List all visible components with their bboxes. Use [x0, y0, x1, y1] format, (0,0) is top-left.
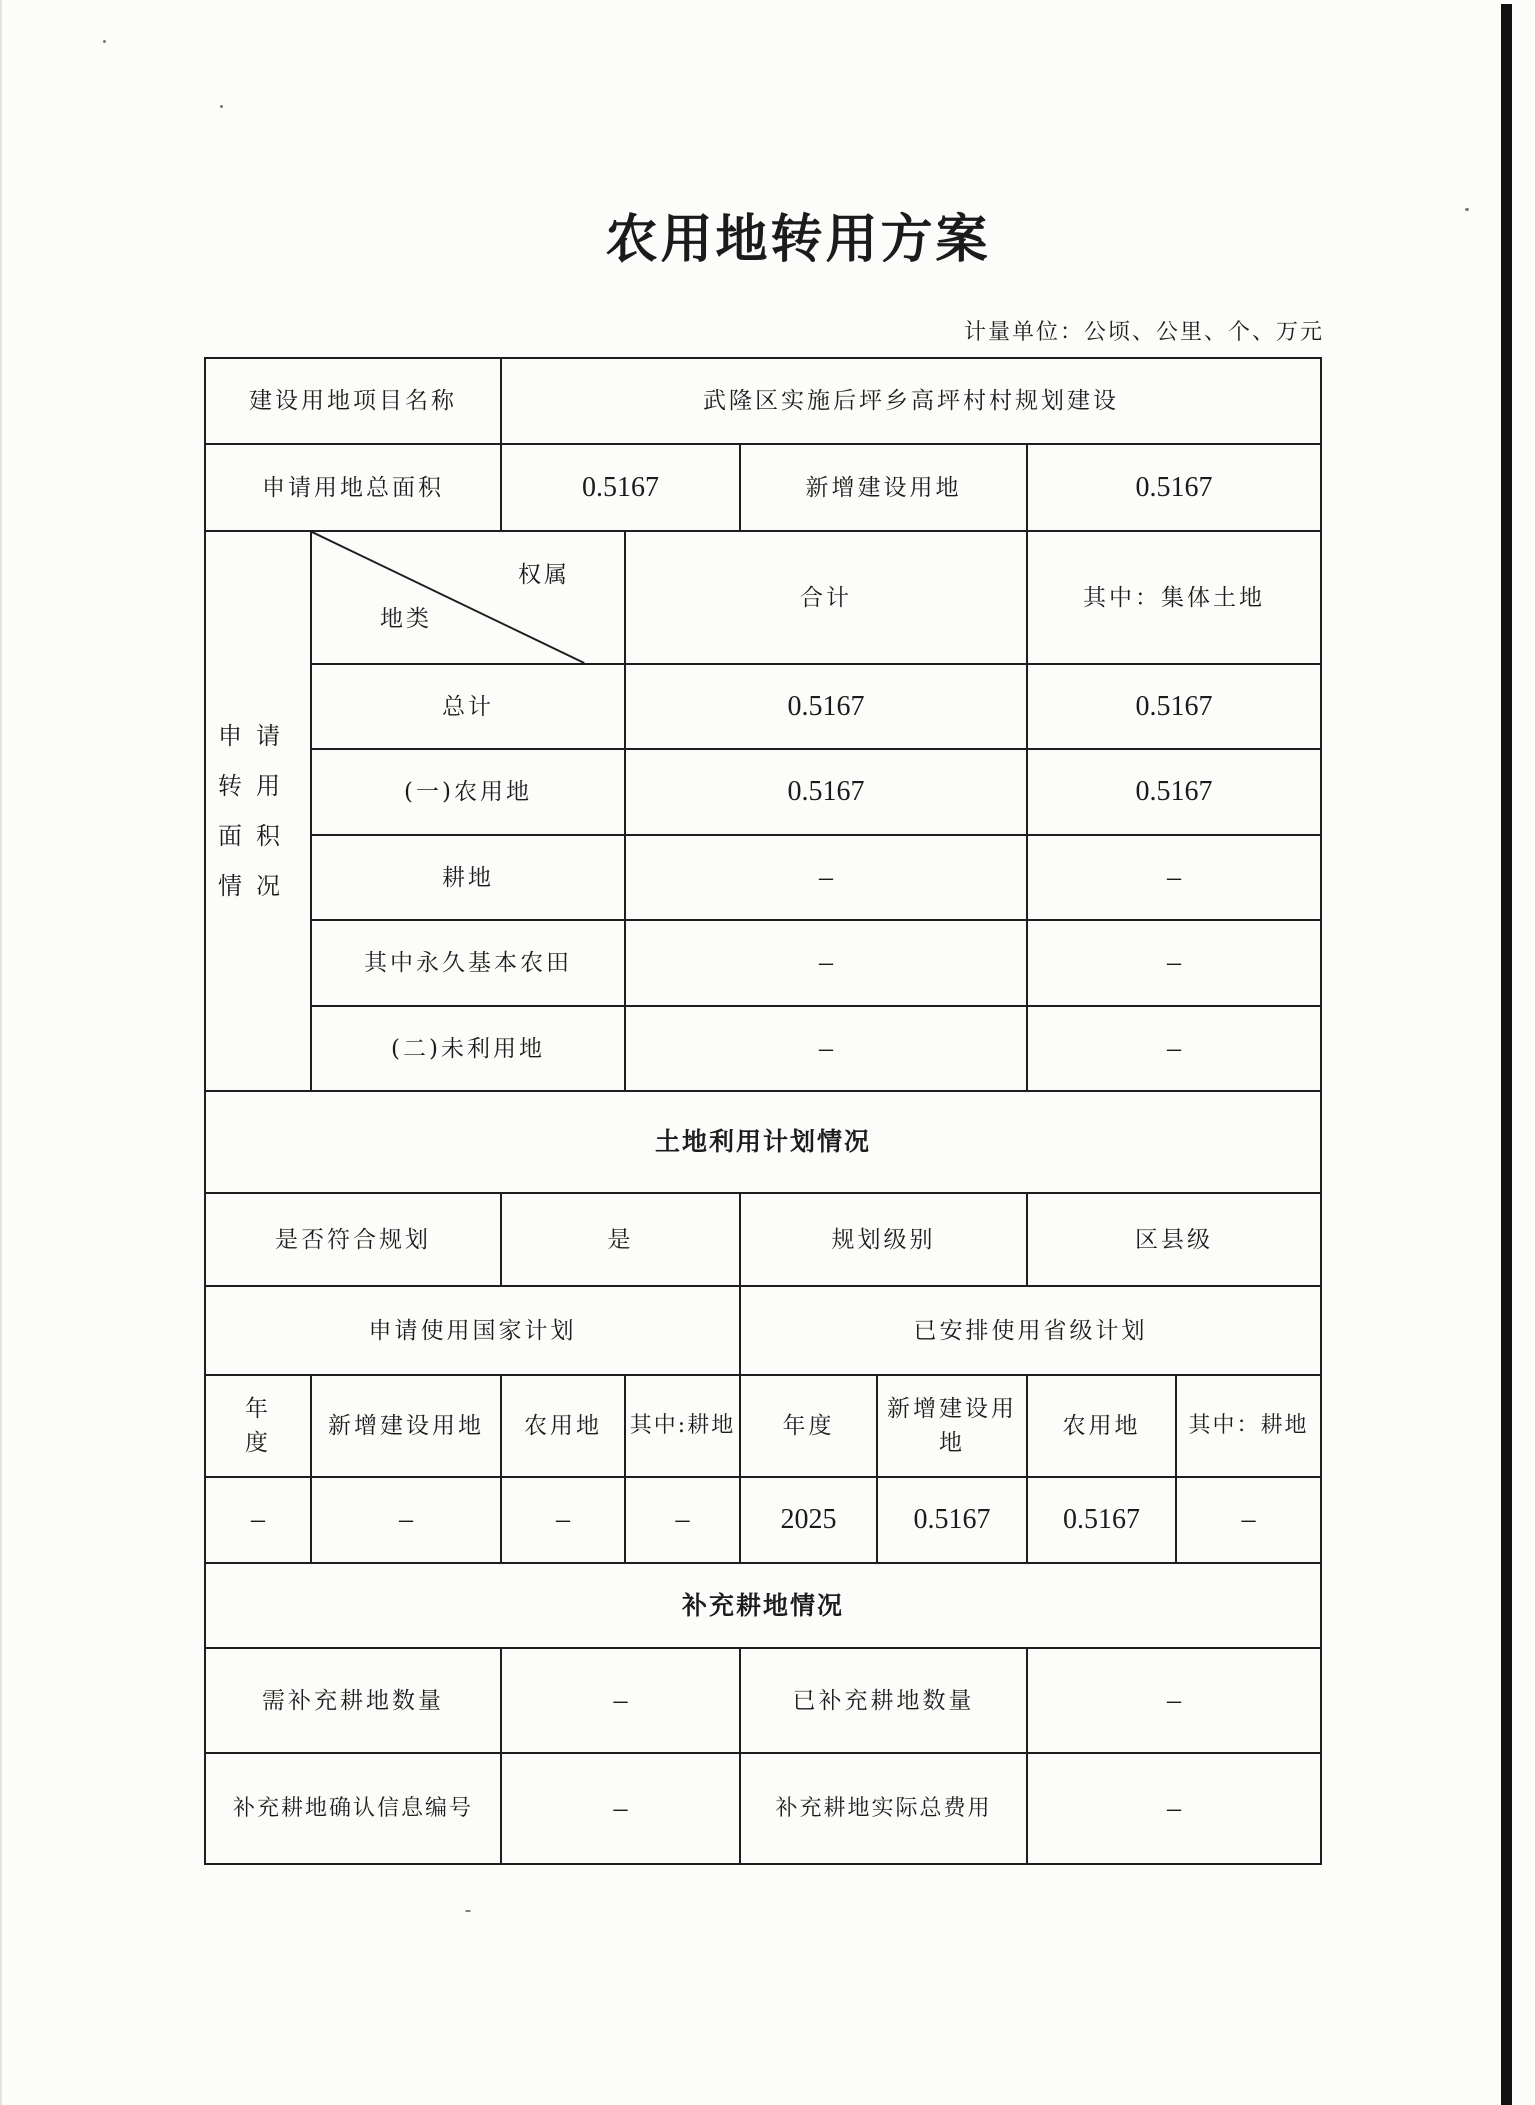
provincial-agricultural-value: 0.5167 [1027, 1477, 1176, 1563]
national-plan-label: 申请使用国家计划 [205, 1286, 740, 1375]
conversion-row-label: 总计 [311, 664, 625, 749]
provincial-new-construction-header: 新增建设用地 [877, 1375, 1027, 1477]
document-title: 农用地转用方案 [605, 209, 991, 270]
conversion-row [205, 749, 1321, 835]
national-year-value: – [205, 1477, 311, 1563]
supplement-quantity-row [205, 1648, 1321, 1753]
unit-note: 计量单位：公顷、公里、个、万元 [963, 320, 1324, 345]
scan-speck [220, 105, 223, 108]
project-row [205, 358, 1321, 444]
new-construction-value: 0.5167 [1027, 444, 1321, 531]
total-area-label: 申请用地总面积 [205, 444, 501, 531]
scan-edge-left [0, 0, 2, 2105]
project-name-label: 建设用地项目名称 [205, 358, 501, 444]
provincial-cultivated-value: – [1176, 1477, 1321, 1563]
diagonal-line [312, 532, 624, 663]
conversion-row-label: 耕地 [311, 835, 625, 920]
actual-cost-value: – [1027, 1753, 1321, 1864]
conversion-row-collective: 0.5167 [1027, 749, 1321, 835]
done-supplement-value: – [1027, 1648, 1321, 1753]
conversion-plan-table [204, 357, 1322, 1865]
national-cultivated-header: 其中:耕地 [625, 1375, 740, 1477]
plan-conform-row [205, 1193, 1321, 1286]
confirm-number-label: 补充耕地确认信息编号 [205, 1753, 501, 1864]
conform-label: 是否符合规划 [205, 1193, 501, 1286]
conversion-row-total: 0.5167 [625, 749, 1027, 835]
total-area-value: 0.5167 [501, 444, 740, 531]
conversion-section-label [205, 531, 311, 1091]
collective-column-header: 其中：集体土地 [1027, 531, 1321, 664]
conform-value: 是 [501, 1193, 740, 1286]
required-supplement-label: 需补充耕地数量 [205, 1648, 501, 1753]
conversion-row [205, 920, 1321, 1006]
supplement-confirm-row [205, 1753, 1321, 1864]
provincial-cultivated-header: 其中：耕地 [1176, 1375, 1321, 1477]
conversion-header-row [205, 531, 1321, 664]
conversion-row [205, 664, 1321, 749]
conversion-row-total: – [625, 1006, 1027, 1091]
supplement-section-row [205, 1563, 1321, 1648]
conversion-row-collective: – [1027, 835, 1321, 920]
plan-header-row [205, 1375, 1321, 1477]
conversion-row-label: (一)农用地 [311, 749, 625, 835]
conversion-row-collective: – [1027, 920, 1321, 1006]
plan-section-title: 土地利用计划情况 [205, 1091, 1321, 1193]
national-new-construction-header: 新增建设用地 [311, 1375, 501, 1477]
done-supplement-label: 已补充耕地数量 [740, 1648, 1027, 1753]
conversion-row [205, 1006, 1321, 1091]
plan-level-label: 规划级别 [740, 1193, 1027, 1286]
project-name-value: 武隆区实施后坪乡高坪村村规划建设 [501, 358, 1321, 444]
scan-speck [465, 1910, 471, 1912]
plan-level-value: 区县级 [1027, 1193, 1321, 1286]
conversion-row-collective: – [1027, 1006, 1321, 1091]
land-type-label: 地类 [380, 606, 432, 632]
actual-cost-label: 补充耕地实际总费用 [740, 1753, 1027, 1864]
scan-speck [1465, 208, 1469, 211]
conversion-row-collective: 0.5167 [1027, 664, 1321, 749]
new-construction-label: 新增建设用地 [740, 444, 1027, 531]
provincial-year-header: 年度 [740, 1375, 877, 1477]
plan-value-row [205, 1477, 1321, 1563]
scan-edge-right [1501, 4, 1512, 2105]
conversion-row [205, 835, 1321, 920]
national-agricultural-value: – [501, 1477, 625, 1563]
conversion-row-label: (二)未利用地 [311, 1006, 625, 1091]
total-column-header: 合计 [625, 531, 1027, 664]
national-new-construction-value: – [311, 1477, 501, 1563]
provincial-year-value: 2025 [740, 1477, 877, 1563]
national-year-header: 年度 [205, 1375, 311, 1477]
plan-source-row [205, 1286, 1321, 1375]
conversion-row-total: – [625, 920, 1027, 1006]
provincial-new-construction-value: 0.5167 [877, 1477, 1027, 1563]
national-agricultural-header: 农用地 [501, 1375, 625, 1477]
conversion-row-total: – [625, 835, 1027, 920]
provincial-agricultural-header: 农用地 [1027, 1375, 1176, 1477]
scan-speck [103, 40, 106, 43]
conversion-row-label: 其中永久基本农田 [311, 920, 625, 1006]
confirm-number-value: – [501, 1753, 740, 1864]
plan-section-row [205, 1091, 1321, 1193]
ownership-label: 权属 [518, 562, 570, 588]
conversion-row-total: 0.5167 [625, 664, 1027, 749]
supplement-section-title: 补充耕地情况 [205, 1563, 1321, 1648]
provincial-plan-label: 已安排使用省级计划 [740, 1286, 1321, 1375]
diagonal-header-cell [311, 531, 625, 664]
area-row [205, 444, 1321, 531]
national-cultivated-value: – [625, 1477, 740, 1563]
required-supplement-value: – [501, 1648, 740, 1753]
conversion-section-text: 申请转用面积情况 [218, 722, 294, 900]
